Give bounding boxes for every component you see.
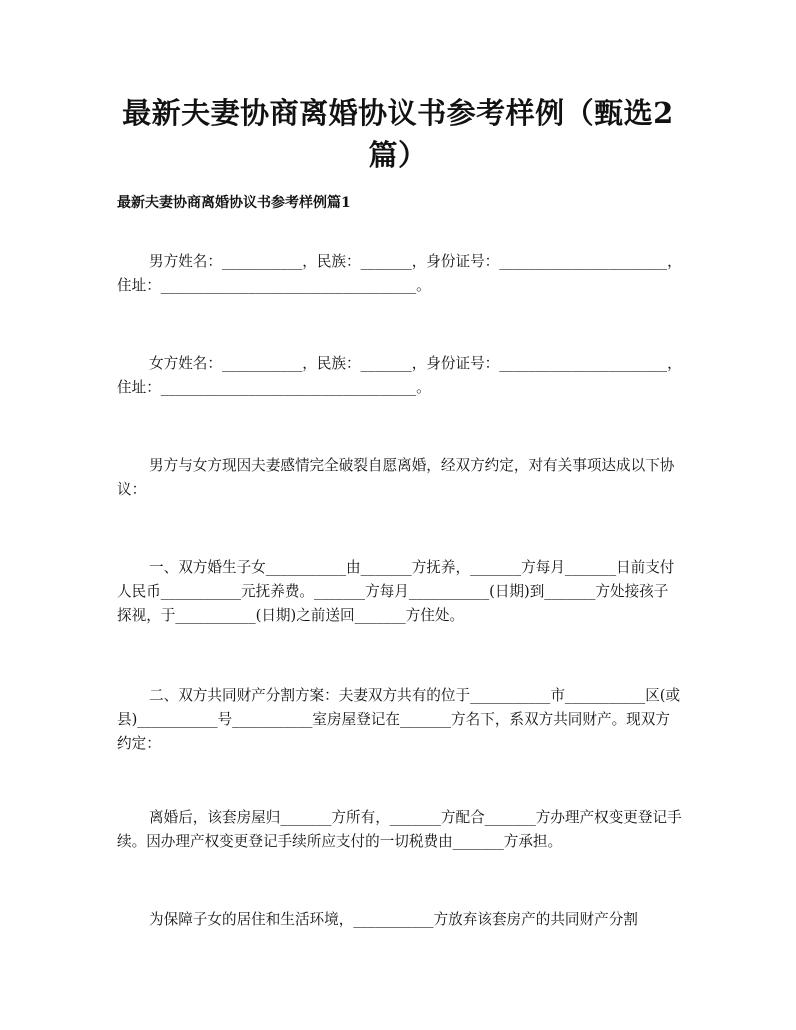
paragraph-child-custody: 一、双方婚生子女___________由_______方抚养，_______方每月_______日前支付人民币___________元抚养费。_______方每月___________(日期)到_______方处接孩子探视，于___________(日期)之前送回_______方住处。 bbox=[117, 559, 675, 624]
paragraph-agreement-intro: 男方与女方现因夫妻感情完全破裂自愿离婚，经双方约定，对有关事项达成以下协议： bbox=[117, 457, 675, 498]
document-title: 最新夫妻协商离婚协议书参考样例（甄选2篇） bbox=[122, 96, 674, 172]
paragraph-female-info: 女方姓名：___________，民族：_______，身份证号：_______________________，住址：___________________________________。 bbox=[117, 355, 682, 396]
paragraph-property-division: 二、双方共同财产分割方案：夫妻双方共有的位于___________市___________区(或县)___________号___________室房屋登记在_______方名下，系双方共同财产。现双方约定： bbox=[117, 687, 681, 752]
section-heading: 最新夫妻协商离婚协议书参考样例篇1 bbox=[117, 195, 351, 211]
paragraph-male-info: 男方姓名：___________，民族：_______，身份证号：_______________________，住址：___________________________________。 bbox=[117, 253, 682, 294]
paragraph-children-living: 为保障子女的居住和生活环境，___________方放弃该套房产的共同财产分割 bbox=[149, 911, 638, 928]
paragraph-house-ownership: 离婚后，该套房屋归_______方所有，_______方配合_______方办理产权变更登记手续。因办理产权变更登记手续所应支付的一切税费由_______方承担。 bbox=[117, 809, 682, 850]
